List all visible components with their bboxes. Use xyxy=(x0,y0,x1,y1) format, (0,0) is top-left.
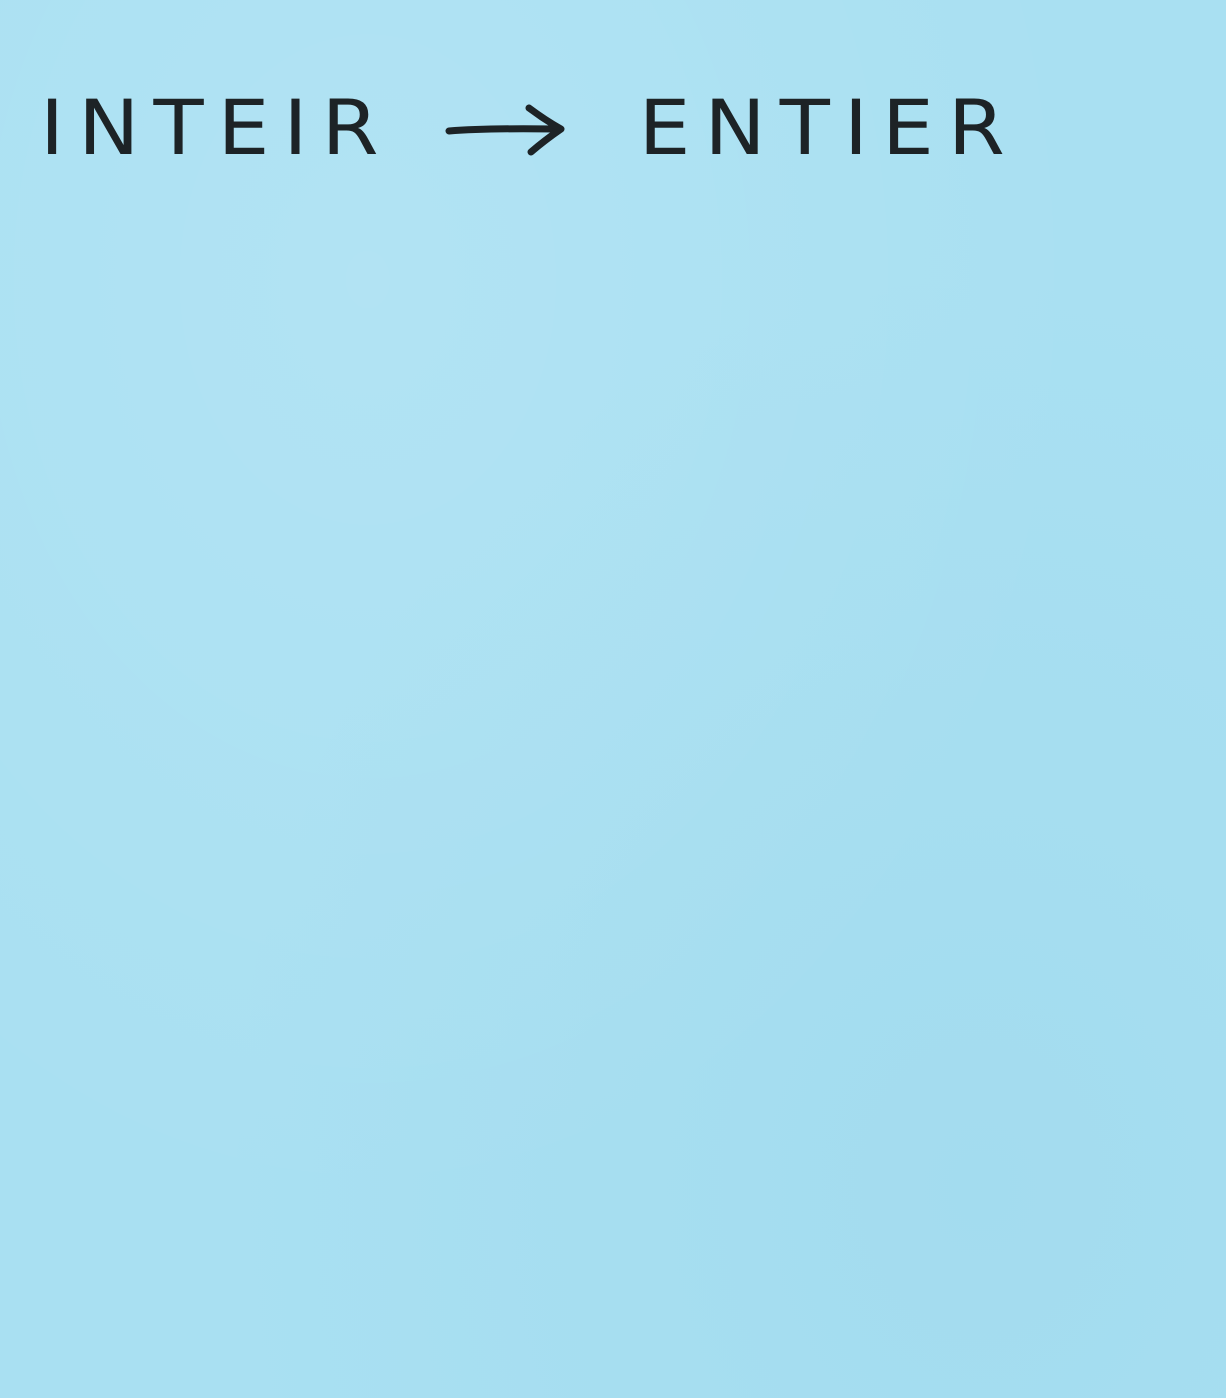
right-arrow-icon xyxy=(445,98,569,158)
correction-line xyxy=(40,78,1040,178)
misspelled-word: INTEIR xyxy=(40,84,393,172)
corrected-word: ENTIER xyxy=(638,84,1019,172)
